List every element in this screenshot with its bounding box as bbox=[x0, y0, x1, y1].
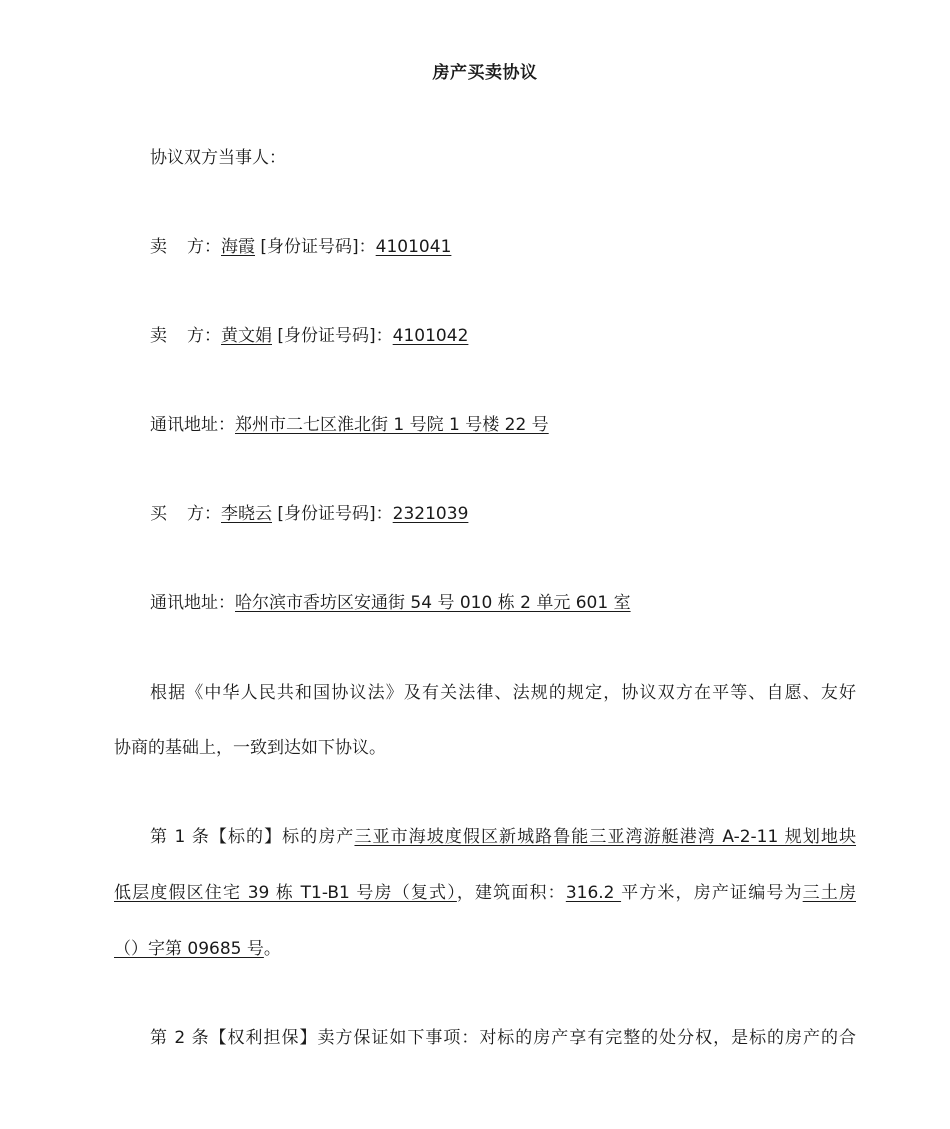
article1-line-1 bbox=[150, 825, 856, 849]
seller1-role-a: 卖 bbox=[150, 237, 167, 257]
buyer-address-label: 通讯地址： bbox=[150, 593, 235, 613]
article1-property-line-2: 低层度假区住宅 39 栋 T1-B1 号房（复式） bbox=[114, 883, 457, 903]
article1-area-value: 316.2 bbox=[565, 883, 622, 903]
seller-address-row bbox=[150, 413, 549, 437]
article1-cert-part-1: 三土房 bbox=[802, 883, 856, 903]
article1-property-line-1: 三亚市海坡度假区新城路鲁能三亚湾游艇港湾 A-2-11 规划地块 bbox=[354, 827, 856, 847]
seller1-role-b: 方： bbox=[187, 237, 221, 257]
seller-address-label: 通讯地址： bbox=[150, 415, 235, 435]
seller2-row bbox=[150, 324, 468, 348]
buyer-address-row bbox=[150, 591, 631, 615]
seller1-id-label: [身份证号码]： bbox=[255, 237, 376, 257]
seller1-id-number: 4101041 bbox=[375, 237, 452, 257]
seller2-id-number: 4101042 bbox=[392, 326, 469, 346]
buyer-role-b: 方： bbox=[187, 504, 221, 524]
article1-line-2 bbox=[114, 881, 856, 905]
seller1-row bbox=[150, 235, 451, 259]
seller-address-value: 郑州市二七区淮北街 1 号院 1 号楼 22 号 bbox=[235, 415, 549, 435]
article1-cert-part-2: （）字第 09685 号 bbox=[114, 939, 264, 959]
buyer-address-value: 哈尔滨市香坊区安通街 54 号 010 栋 2 单元 601 室 bbox=[235, 593, 631, 613]
seller2-name: 黄文娟 bbox=[221, 326, 272, 346]
seller2-role-b: 方： bbox=[187, 326, 221, 346]
preamble-line-2: 协商的基础上，一致到达如下协议。 bbox=[114, 738, 386, 758]
preamble-line-1: 根据《中华人民共和国协议法》及有关法律、法规的规定，协议双方在平等、自愿、友好 bbox=[150, 683, 856, 703]
seller1-name: 海霞 bbox=[221, 237, 255, 257]
article1-end: 。 bbox=[263, 939, 281, 959]
buyer-role-a: 买 bbox=[150, 504, 167, 524]
buyer-name: 李晓云 bbox=[221, 504, 272, 524]
buyer-id-number: 2321039 bbox=[392, 504, 469, 524]
buyer-id-label: [身份证号码]： bbox=[272, 504, 393, 524]
page-title: 房产买卖协议 bbox=[432, 63, 538, 83]
article1-area-unit: 平方米，房产证编号为 bbox=[621, 883, 803, 903]
article1-line-3 bbox=[114, 937, 281, 961]
article1-prefix: 第 1 条【标的】标的房产 bbox=[150, 827, 355, 847]
seller2-id-label: [身份证号码]： bbox=[272, 326, 393, 346]
article1-area-label: ，建筑面积： bbox=[456, 883, 566, 903]
seller2-role-a: 卖 bbox=[150, 326, 167, 346]
buyer-row bbox=[150, 502, 468, 526]
parties-heading: 协议双方当事人： bbox=[150, 148, 286, 168]
article2-line-1: 第 2 条【权利担保】卖方保证如下事项：对标的房产享有完整的处分权，是标的房产的合 bbox=[150, 1028, 856, 1048]
